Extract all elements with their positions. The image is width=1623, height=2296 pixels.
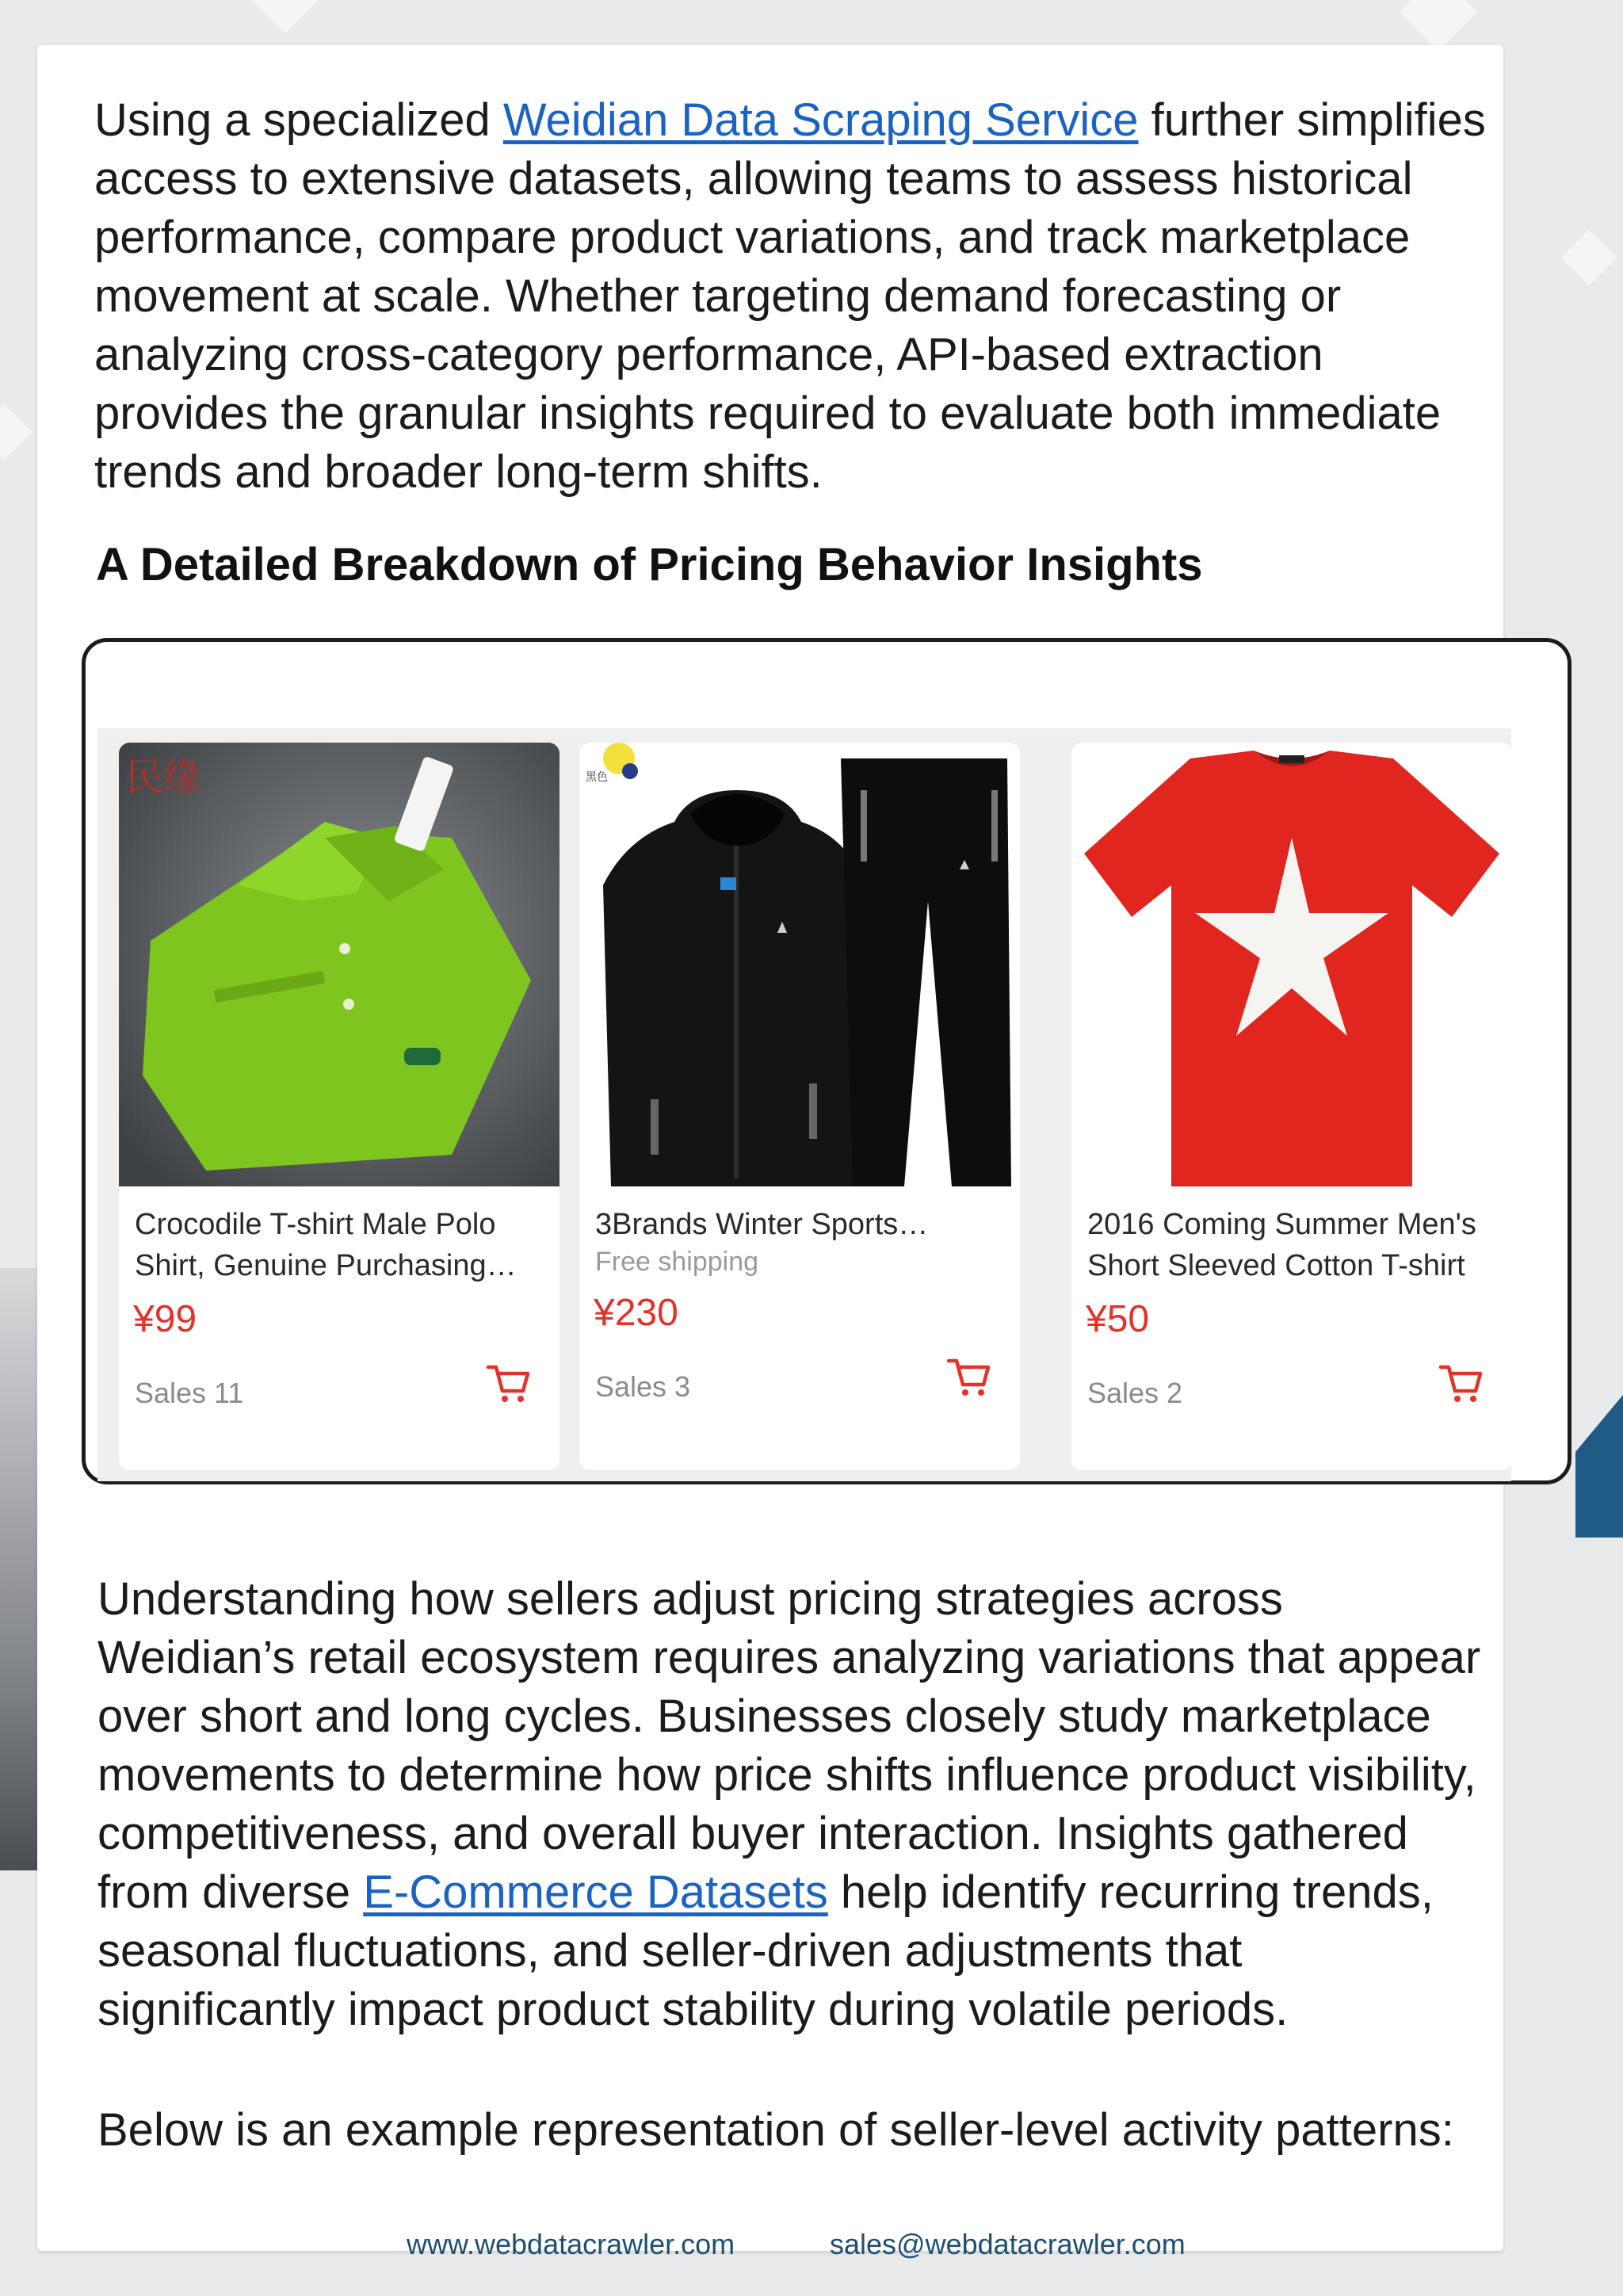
product-card[interactable] bbox=[1071, 743, 1512, 1470]
body-text: Understanding how sellers adjust pricing strategies across Weidian’s retail ecosystem requires analyzing variations that appear over short and long cycles. Businesses closely study marketplace movements to determine how price shifts influence product visibility, competitiveness, and overall buyer interaction. Insights gathered from diverse bbox=[97, 1573, 1481, 1918]
product-title[interactable]: Crocodile T-shirt Male Polo Shirt, Genuine Purchasing bbox=[135, 1208, 496, 1282]
body-paragraph bbox=[97, 1570, 1492, 2039]
background-tile bbox=[1561, 230, 1617, 286]
product-card[interactable] bbox=[579, 743, 1020, 1470]
ecommerce-datasets-link[interactable]: E-Commerce Datasets bbox=[363, 1866, 828, 1918]
product-price: ¥99 bbox=[133, 1298, 197, 1340]
add-to-cart-icon[interactable] bbox=[945, 1356, 991, 1397]
product-sales-count: Sales 2 bbox=[1087, 1377, 1183, 1409]
free-shipping-label: Free shipping bbox=[595, 1247, 759, 1277]
add-to-cart-icon[interactable] bbox=[485, 1362, 531, 1404]
product-sales-count: Sales 11 bbox=[135, 1377, 244, 1409]
product-sales-count: Sales 3 bbox=[595, 1370, 691, 1403]
intro-text-continued: further simplifies access to extensive datasets, allowing teams to assess historical performance, compare product variations, and track marketplace movement at scale. Whether targeting demand forecasting or analyzing cross-category performance, API-based extraction provides the granular insights required to evaluate both immediate trends and broader long-term shifts. bbox=[94, 94, 1486, 498]
red-star-tshirt-image bbox=[1071, 743, 1512, 1186]
footer-email-link[interactable]: sales@webdatacrawler.com bbox=[830, 2228, 1186, 2260]
image-color-tag: 黑色 bbox=[586, 771, 608, 784]
product-price: ¥230 bbox=[594, 1292, 678, 1334]
product-title[interactable]: 2016 Coming Summer Men's Short Sleeved Cotton T-shirt bbox=[1087, 1208, 1476, 1282]
section-heading: A Detailed Breakdown of Pricing Behavior Insights bbox=[96, 539, 1203, 590]
intro-text: Using a specialized bbox=[94, 94, 503, 146]
background-tile bbox=[0, 404, 32, 460]
add-to-cart-icon[interactable] bbox=[1438, 1362, 1484, 1404]
intro-paragraph bbox=[94, 91, 1489, 502]
background-tile bbox=[1400, 0, 1478, 51]
green-polo-shirt-image bbox=[119, 743, 559, 1186]
body-text-continued: help identify recurring trends, seasonal fluctuations, and seller-driven adjustments that significantly impact product stability during volatile periods. bbox=[97, 1866, 1434, 2035]
weidian-data-scraping-link[interactable]: Weidian Data Scraping Service bbox=[502, 94, 1139, 146]
image-watermark: 民缘 bbox=[125, 755, 202, 800]
document-page bbox=[37, 45, 1503, 2260]
product-title[interactable]: 3Brands Winter Sports bbox=[595, 1208, 899, 1241]
closing-paragraph: Below is an example representation of seller-level activity patterns: bbox=[97, 2104, 1454, 2156]
background-accent bbox=[1575, 1395, 1623, 1538]
product-card[interactable] bbox=[119, 743, 559, 1470]
product-price: ¥50 bbox=[1086, 1298, 1150, 1340]
background-tile bbox=[252, 0, 319, 33]
black-tracksuit-image bbox=[579, 743, 1020, 1186]
footer-website-link[interactable]: www.webdatacrawler.com bbox=[407, 2228, 735, 2260]
